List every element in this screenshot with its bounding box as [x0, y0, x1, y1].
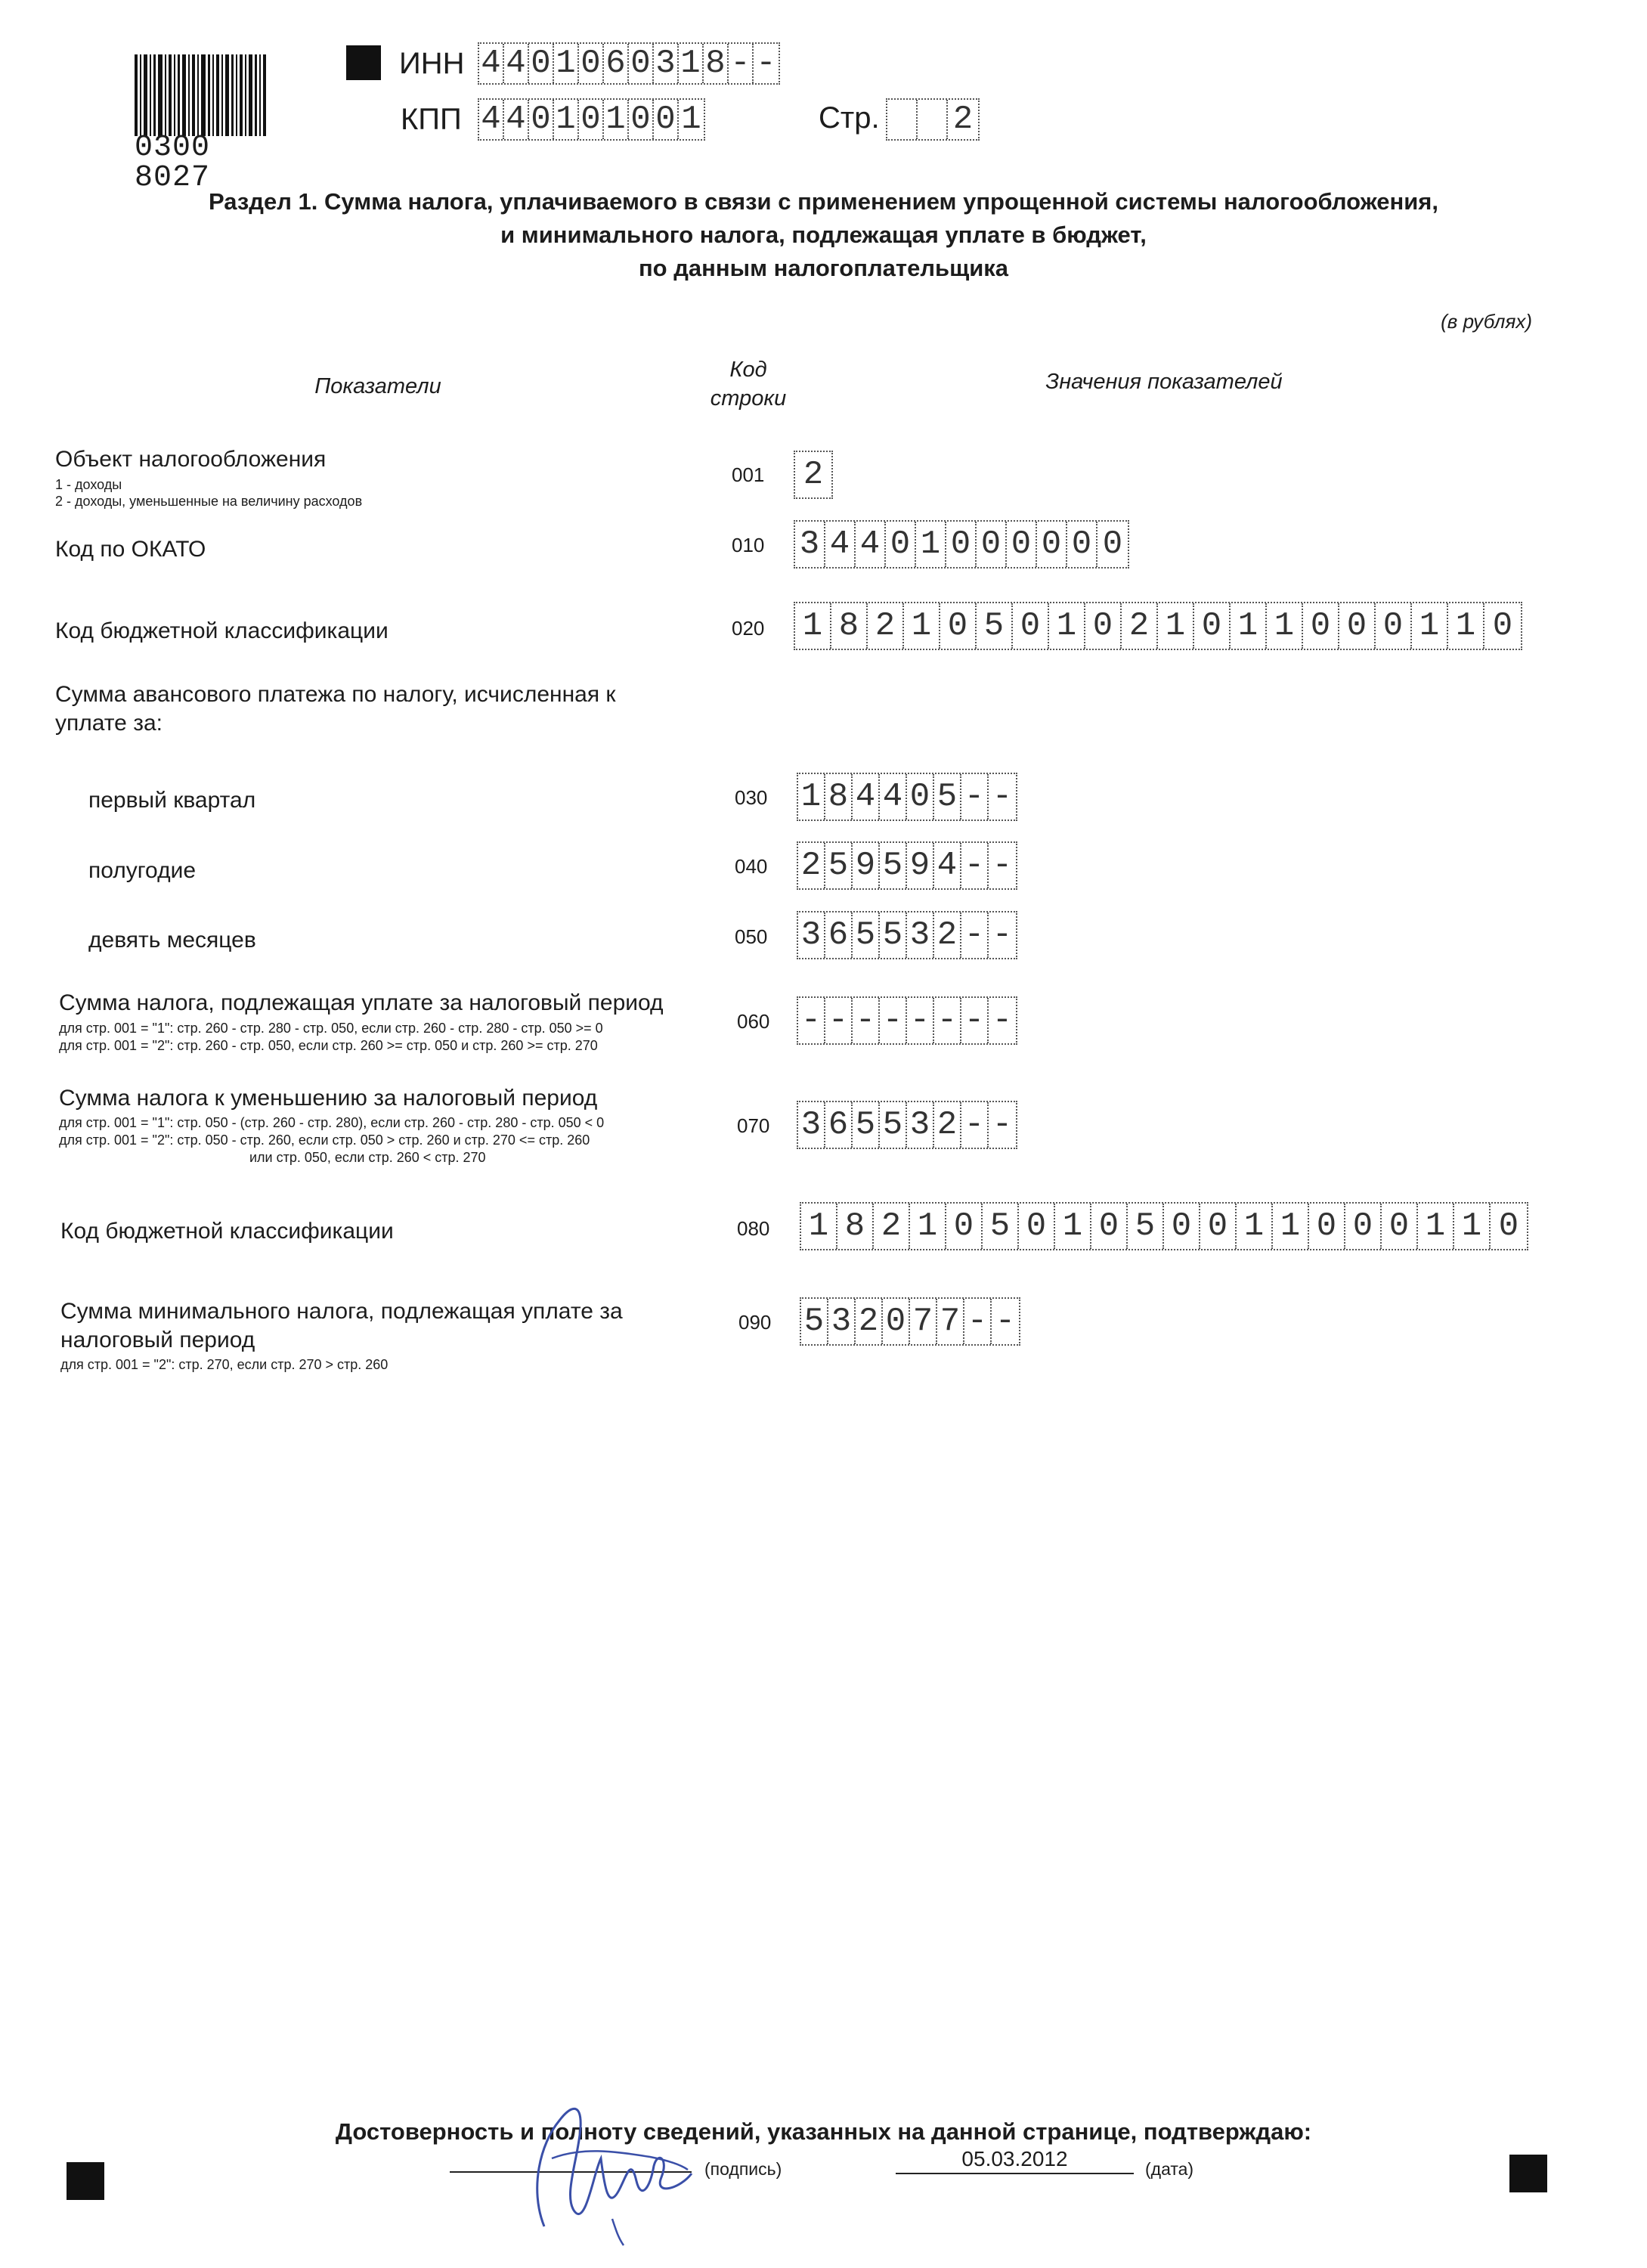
char-cell: 3: [828, 1299, 856, 1344]
row-070-note-2: для стр. 001 = "2": стр. 050 - стр. 260, если стр. 050 > стр. 260 и стр. 270 <= стр. 260: [59, 1132, 590, 1148]
char-cell: 3: [907, 1102, 934, 1148]
row-070-note-1: для стр. 001 = "1": стр. 050 - (стр. 260 - стр. 280), если стр. 260 - стр. 280 - стр. 050 < 0: [59, 1115, 605, 1130]
char-cell: 0: [1339, 603, 1376, 649]
char-cell: -: [853, 998, 880, 1043]
char-cell: 1: [795, 603, 831, 649]
page-label: Стр.: [819, 101, 880, 135]
char-cell: 1: [1267, 603, 1303, 649]
char-cell: 8: [837, 1204, 874, 1249]
char-cell: 1: [1454, 1204, 1491, 1249]
section-title: [0, 185, 1647, 285]
char-cell: 5: [801, 1299, 828, 1344]
page-cells: [886, 98, 980, 141]
char-cell: 4: [934, 843, 961, 888]
row-060-note-2: для стр. 001 = "2": стр. 260 - стр. 050, если стр. 260 >= стр. 050 и стр. 260 >= стр. 270: [59, 1038, 598, 1053]
char-cell: 5: [825, 843, 853, 888]
char-cell: 2: [856, 1299, 883, 1344]
char-cell: 1: [1158, 603, 1194, 649]
char-cell: 5: [880, 1102, 907, 1148]
row-010-cells: [794, 520, 1129, 569]
char-cell: 1: [604, 100, 629, 139]
char-cell: 0: [1309, 1204, 1345, 1249]
char-cell: 0: [579, 44, 604, 83]
row-060-code: 060: [737, 1010, 770, 1033]
char-cell: 1: [1418, 1204, 1454, 1249]
barcode: [135, 54, 302, 195]
confirmation-text: Достоверность и полноту сведений, указанных на данной странице, подтверждаю:: [335, 2118, 1312, 2145]
char-cell: 4: [504, 100, 529, 139]
char-cell: 4: [504, 44, 529, 83]
char-cell: 0: [1200, 1204, 1237, 1249]
barcode-number: 0300 8027: [135, 131, 211, 195]
inn-cells: [478, 42, 780, 85]
char-cell: 5: [880, 912, 907, 958]
kpp-label: КПП: [401, 103, 462, 136]
char-cell: 0: [1345, 1204, 1382, 1249]
char-cell: 4: [825, 522, 856, 567]
row-090-label-line-1: Сумма минимального налога, подлежащая уплате за: [60, 1299, 623, 1324]
row-010-label: Код по ОКАТО: [55, 537, 206, 562]
char-cell: -: [961, 998, 989, 1043]
row-090-label-line-2: налоговый период: [60, 1328, 255, 1352]
row-001-code: 001: [732, 463, 765, 486]
kpp-cells: [478, 98, 705, 141]
char-cell: 5: [853, 912, 880, 958]
char-cell: 0: [946, 1204, 983, 1249]
row-040-label: полугодие: [88, 858, 197, 883]
char-cell: 5: [1128, 1204, 1164, 1249]
char-cell: 3: [795, 522, 825, 567]
row-001-label: Объект налогообложения: [55, 447, 327, 472]
row-070-note-3: или стр. 050, если стр. 260 < стр. 270: [249, 1150, 486, 1165]
row-040-code: 040: [735, 855, 768, 878]
char-cell: 0: [529, 44, 554, 83]
char-cell: -: [992, 778, 1013, 816]
char-cell: -: [992, 916, 1013, 954]
signature-scribble: [499, 2075, 703, 2249]
char-cell: 0: [1067, 522, 1097, 567]
col-indicators: Показатели: [314, 374, 441, 398]
col-code-line-1: Код: [729, 358, 767, 382]
char-cell: 3: [798, 1102, 825, 1148]
row-001-note-1: 1 - доходы: [55, 477, 122, 492]
row-050-label: девять месяцев: [88, 928, 256, 953]
char-cell: 7: [937, 1299, 964, 1344]
char-cell: 4: [479, 100, 504, 139]
registration-marker-bottom-right: [1509, 2155, 1547, 2192]
char-cell: -: [992, 847, 1013, 885]
date-line: [896, 2173, 1134, 2174]
char-cell: 0: [886, 522, 916, 567]
char-cell: -: [756, 45, 776, 82]
char-cell: 6: [825, 1102, 853, 1148]
char-cell: 0: [1492, 607, 1513, 645]
char-cell: 1: [679, 44, 704, 83]
char-cell: 3: [654, 44, 679, 83]
title-line-2: и минимального налога, подлежащая уплате в бюджет,: [500, 222, 1147, 248]
row-090-code: 090: [738, 1311, 772, 1334]
char-cell: 0: [654, 100, 679, 139]
char-cell: 5: [934, 774, 961, 820]
row-020-cells: [794, 602, 1522, 650]
char-cell: 2: [952, 101, 974, 138]
char-cell: 4: [853, 774, 880, 820]
char-cell: 3: [907, 912, 934, 958]
char-cell: 1: [910, 1204, 946, 1249]
units-note: (в рублях): [1441, 310, 1532, 333]
char-cell: [887, 100, 918, 139]
char-cell: 0: [1019, 1204, 1055, 1249]
char-cell: 0: [1164, 1204, 1200, 1249]
char-cell: 5: [983, 1204, 1019, 1249]
title-line-1: Раздел 1. Сумма налога, уплачиваемого в связи с применением упрощенной системы налогообложения,: [209, 188, 1438, 215]
char-cell: -: [907, 998, 934, 1043]
char-cell: 3: [798, 912, 825, 958]
char-cell: 1: [1448, 603, 1484, 649]
row-060-label: Сумма налога, подлежащая уплате за налоговый период: [59, 990, 664, 1015]
char-cell: 0: [1194, 603, 1231, 649]
advance-label-line-2: уплате за:: [55, 711, 163, 736]
char-cell: -: [880, 998, 907, 1043]
char-cell: 0: [629, 100, 654, 139]
col-values: Значения показателей: [1045, 370, 1283, 394]
char-cell: -: [961, 843, 989, 888]
row-070-cells: [797, 1101, 1017, 1149]
char-cell: 0: [1376, 603, 1412, 649]
char-cell: 0: [1037, 522, 1067, 567]
char-cell: 2: [934, 912, 961, 958]
char-cell: 0: [883, 1299, 910, 1344]
row-030-code: 030: [735, 786, 768, 809]
char-cell: 6: [604, 44, 629, 83]
char-cell: 2: [868, 603, 904, 649]
row-070-code: 070: [737, 1114, 770, 1137]
char-cell: 0: [1007, 522, 1037, 567]
char-cell: 8: [704, 44, 729, 83]
char-cell: -: [992, 1106, 1013, 1144]
char-cell: 9: [853, 843, 880, 888]
row-020-label: Код бюджетной классификации: [55, 618, 389, 643]
char-cell: -: [934, 998, 961, 1043]
char-cell: 7: [910, 1299, 937, 1344]
title-line-3: по данным налогоплательщика: [638, 255, 1009, 281]
row-050-code: 050: [735, 925, 768, 948]
row-090-note-1: для стр. 001 = "2": стр. 270, если стр. 270 > стр. 260: [60, 1357, 389, 1372]
char-cell: 1: [1055, 1204, 1091, 1249]
char-cell: 2: [934, 1102, 961, 1148]
inn-label: ИНН: [399, 47, 465, 80]
char-cell: -: [961, 912, 989, 958]
char-cell: -: [964, 1299, 992, 1344]
char-cell: -: [992, 1002, 1013, 1040]
row-070-label: Сумма налога к уменьшению за налоговый период: [59, 1086, 598, 1111]
char-cell: -: [729, 44, 754, 83]
char-cell: 8: [831, 603, 868, 649]
row-080-code: 080: [737, 1217, 770, 1240]
char-cell: 1: [1237, 1204, 1273, 1249]
advance-label-line-1: Сумма авансового платежа по налогу, исчисленная к: [55, 682, 616, 707]
row-060-cells: [797, 996, 1017, 1045]
char-cell: 0: [1303, 603, 1339, 649]
char-cell: -: [798, 998, 825, 1043]
registration-marker-top: [346, 45, 381, 80]
char-cell: 1: [554, 44, 579, 83]
signature-caption: (подпись): [704, 2159, 782, 2179]
char-cell: 2: [803, 456, 824, 494]
row-001-cells: [794, 451, 833, 499]
char-cell: 0: [1382, 1204, 1418, 1249]
char-cell: -: [961, 1102, 989, 1148]
row-010-code: 010: [732, 534, 765, 556]
char-cell: 1: [1049, 603, 1085, 649]
char-cell: 2: [1122, 603, 1158, 649]
char-cell: 0: [1091, 1204, 1128, 1249]
char-cell: 0: [1013, 603, 1049, 649]
char-cell: 1: [904, 603, 940, 649]
char-cell: 0: [629, 44, 654, 83]
char-cell: 1: [681, 101, 701, 138]
col-code: [680, 355, 816, 413]
char-cell: 5: [977, 603, 1013, 649]
char-cell: 4: [880, 774, 907, 820]
char-cell: 5: [853, 1102, 880, 1148]
char-cell: 1: [801, 1204, 837, 1249]
char-cell: 0: [579, 100, 604, 139]
row-080-cells: [800, 1202, 1528, 1250]
registration-marker-bottom-left: [67, 2162, 104, 2200]
row-080-label: Код бюджетной классификации: [60, 1219, 394, 1244]
char-cell: 1: [916, 522, 946, 567]
row-020-code: 020: [732, 617, 765, 640]
row-030-cells: [797, 773, 1017, 821]
col-code-line-2: строки: [710, 386, 787, 411]
char-cell: -: [825, 998, 853, 1043]
char-cell: [918, 100, 948, 139]
row-060-note-1: для стр. 001 = "1": стр. 260 - стр. 280 - стр. 050, если стр. 260 - стр. 280 - стр. 050 >= 0: [59, 1021, 603, 1036]
char-cell: 4: [856, 522, 886, 567]
row-001-note-2: 2 - доходы, уменьшенные на величину расходов: [55, 494, 363, 509]
char-cell: 0: [907, 774, 934, 820]
row-090-label: [60, 1297, 623, 1355]
row-050-cells: [797, 911, 1017, 959]
date-caption: (дата): [1145, 2159, 1194, 2179]
row-040-cells: [797, 841, 1017, 890]
char-cell: 0: [940, 603, 977, 649]
char-cell: 9: [907, 843, 934, 888]
char-cell: 0: [1102, 525, 1123, 563]
char-cell: 2: [874, 1204, 910, 1249]
char-cell: -: [995, 1303, 1016, 1340]
char-cell: 1: [798, 774, 825, 820]
char-cell: 6: [825, 912, 853, 958]
row-030-label: первый квартал: [88, 788, 256, 813]
char-cell: 5: [880, 843, 907, 888]
char-cell: 4: [479, 44, 504, 83]
char-cell: 0: [1085, 603, 1122, 649]
advance-label: [55, 680, 616, 738]
barcode-bars: [135, 54, 302, 136]
char-cell: -: [961, 774, 989, 820]
char-cell: 1: [554, 100, 579, 139]
row-090-cells: [800, 1297, 1020, 1346]
char-cell: 0: [946, 522, 977, 567]
char-cell: 8: [825, 774, 853, 820]
char-cell: 1: [1412, 603, 1448, 649]
char-cell: 1: [1273, 1204, 1309, 1249]
char-cell: 0: [529, 100, 554, 139]
char-cell: 2: [798, 843, 825, 888]
date-value: 05.03.2012: [961, 2147, 1068, 2170]
char-cell: 0: [1498, 1207, 1519, 1245]
char-cell: 1: [1231, 603, 1267, 649]
char-cell: 0: [977, 522, 1007, 567]
